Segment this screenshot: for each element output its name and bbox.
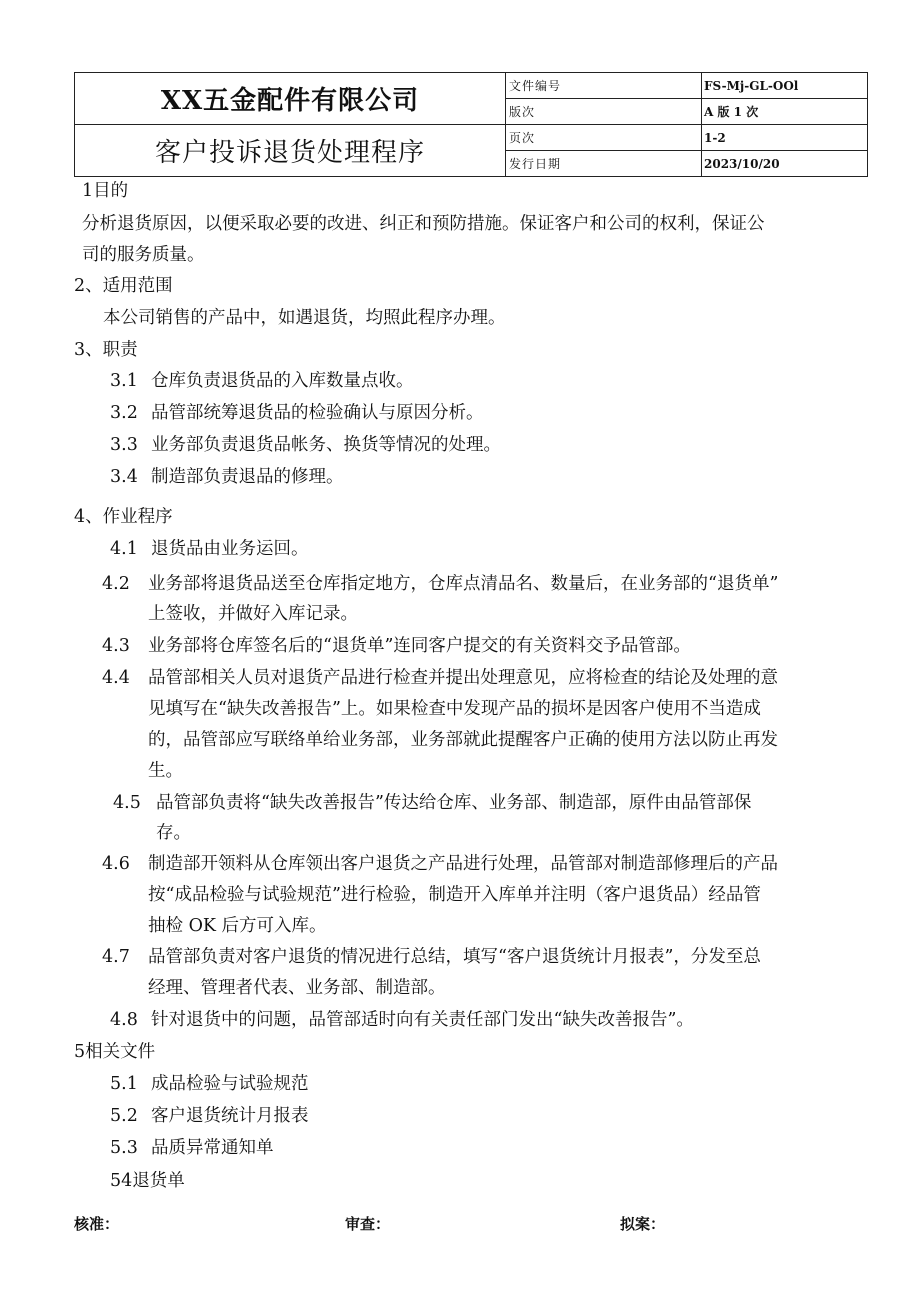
list-item bbox=[110, 538, 309, 560]
section-3-title: 3、职责 bbox=[74, 340, 138, 360]
list-item bbox=[110, 1009, 694, 1031]
item-number: 3.2 bbox=[110, 403, 138, 423]
item-text: 存。 bbox=[156, 823, 191, 843]
version-label: 版次 bbox=[506, 99, 702, 125]
item-text: 退货单 bbox=[132, 1171, 185, 1191]
doc-no-label: 文件编号 bbox=[506, 73, 702, 99]
document-header-table bbox=[74, 72, 867, 175]
company-name: XX五金配件有限公司 bbox=[75, 73, 506, 125]
item-number: 3.3 bbox=[110, 435, 138, 455]
item-number: 5.2 bbox=[110, 1106, 138, 1126]
list-item bbox=[110, 1137, 274, 1159]
item-text: 制造部负责退品的修理。 bbox=[151, 467, 344, 487]
item-text: 业务部将退货品送至仓库指定地方，仓库点清品名、数量后，在业务部的“退货单” bbox=[148, 574, 779, 594]
list-item bbox=[110, 402, 484, 424]
list-item bbox=[110, 434, 501, 456]
draft-signature-label: 拟案： bbox=[620, 1215, 666, 1233]
list-item bbox=[110, 1073, 309, 1095]
item-text: 见填写在“缺失改善报告”上。如果检查中发现产品的损坏是因客户使用不当造成 bbox=[148, 699, 761, 719]
item-text: 生。 bbox=[148, 761, 183, 781]
item-text: 业务部负责退货品帐务、换货等情况的处理。 bbox=[151, 435, 501, 455]
item-text: 仓库负责退货品的入库数量点收。 bbox=[151, 371, 414, 391]
item-text: 客户退货统计月报表 bbox=[151, 1106, 309, 1126]
item-text: 品管部统筹退货品的检验确认与原因分析。 bbox=[151, 403, 484, 423]
item-text: 针对退货中的问题，品管部适时向有关责任部门发出“缺失改善报告”。 bbox=[151, 1010, 694, 1030]
item-text: 品管部相关人员对退货产品进行检查并提出处理意见，应将检查的结论及处理的意 bbox=[148, 668, 778, 688]
item-number: 5.3 bbox=[110, 1138, 138, 1158]
item-text: 品质异常通知单 bbox=[151, 1138, 274, 1158]
item-text: 按“成品检验与试验规范”进行检验，制造开入库单并注明（客户退货品）经品管 bbox=[148, 885, 761, 905]
item-text: 上签收，并做好入库记录。 bbox=[148, 604, 358, 624]
item-number: 4.6 bbox=[102, 854, 130, 874]
page-label: 页次 bbox=[506, 125, 702, 151]
list-item bbox=[110, 1170, 185, 1192]
item-number: 54 bbox=[110, 1171, 133, 1191]
item-text: 退货品由业务运回。 bbox=[151, 539, 309, 559]
document-title: 客户投诉退货处理程序 bbox=[75, 125, 506, 177]
approve-signature-label: 核准： bbox=[74, 1215, 120, 1233]
version-value: A 版 1 次 bbox=[702, 99, 868, 125]
item-text: 经理、管理者代表、业务部、制造部。 bbox=[148, 978, 446, 998]
item-number: 4.1 bbox=[110, 539, 138, 559]
item-number: 4.5 bbox=[113, 793, 141, 813]
item-number: 5.1 bbox=[110, 1074, 138, 1094]
section-1-title: 1目的 bbox=[82, 181, 129, 201]
item-number: 4.4 bbox=[102, 668, 130, 688]
item-number: 4.3 bbox=[102, 636, 130, 656]
doc-no-value: FS-Mj-GL-OOl bbox=[702, 73, 868, 99]
section-5-title: 5相关文件 bbox=[74, 1042, 156, 1062]
item-text: 品管部负责对客户退货的情况进行总结，填写“客户退货统计月报表”，分发至总 bbox=[148, 947, 761, 967]
item-number: 4.8 bbox=[110, 1010, 138, 1030]
item-number: 4.2 bbox=[102, 574, 130, 594]
date-value: 2023/10/20 bbox=[702, 151, 868, 177]
section-1-text: 分析退货原因，以便采取必要的改进、纠正和预防措施。保证客户和公司的权利，保证公 bbox=[82, 214, 765, 234]
item-text: 业务部将仓库签名后的“退货单”连同客户提交的有关资料交予品管部。 bbox=[148, 636, 691, 656]
item-text: 抽检 OK 后方可入库。 bbox=[148, 916, 327, 936]
section-4-title: 4、作业程序 bbox=[74, 507, 173, 527]
section-2-title: 2、适用范围 bbox=[74, 276, 173, 296]
item-text: 品管部负责将“缺失改善报告”传达给仓库、业务部、制造部，原件由品管部保 bbox=[156, 793, 752, 813]
item-text: 制造部开领料从仓库领出客户退货之产品进行处理，品管部对制造部修理后的产品 bbox=[148, 854, 778, 874]
list-item bbox=[110, 466, 344, 488]
item-text: 的，品管部应写联络单给业务部，业务部就此提醒客户正确的使用方法以防止再发 bbox=[148, 730, 778, 750]
list-item bbox=[110, 370, 414, 392]
item-number: 4.7 bbox=[102, 947, 130, 967]
item-number: 3.4 bbox=[110, 467, 138, 487]
item-number: 3.1 bbox=[110, 371, 138, 391]
section-2-text: 本公司销售的产品中，如遇退货，均照此程序办理。 bbox=[103, 308, 506, 328]
date-label: 发行日期 bbox=[506, 151, 702, 177]
list-item bbox=[110, 1105, 309, 1127]
page-value: 1-2 bbox=[702, 125, 868, 151]
section-1-text: 司的服务质量。 bbox=[82, 245, 205, 265]
item-text: 成品检验与试验规范 bbox=[151, 1074, 309, 1094]
review-signature-label: 审查： bbox=[345, 1215, 391, 1233]
